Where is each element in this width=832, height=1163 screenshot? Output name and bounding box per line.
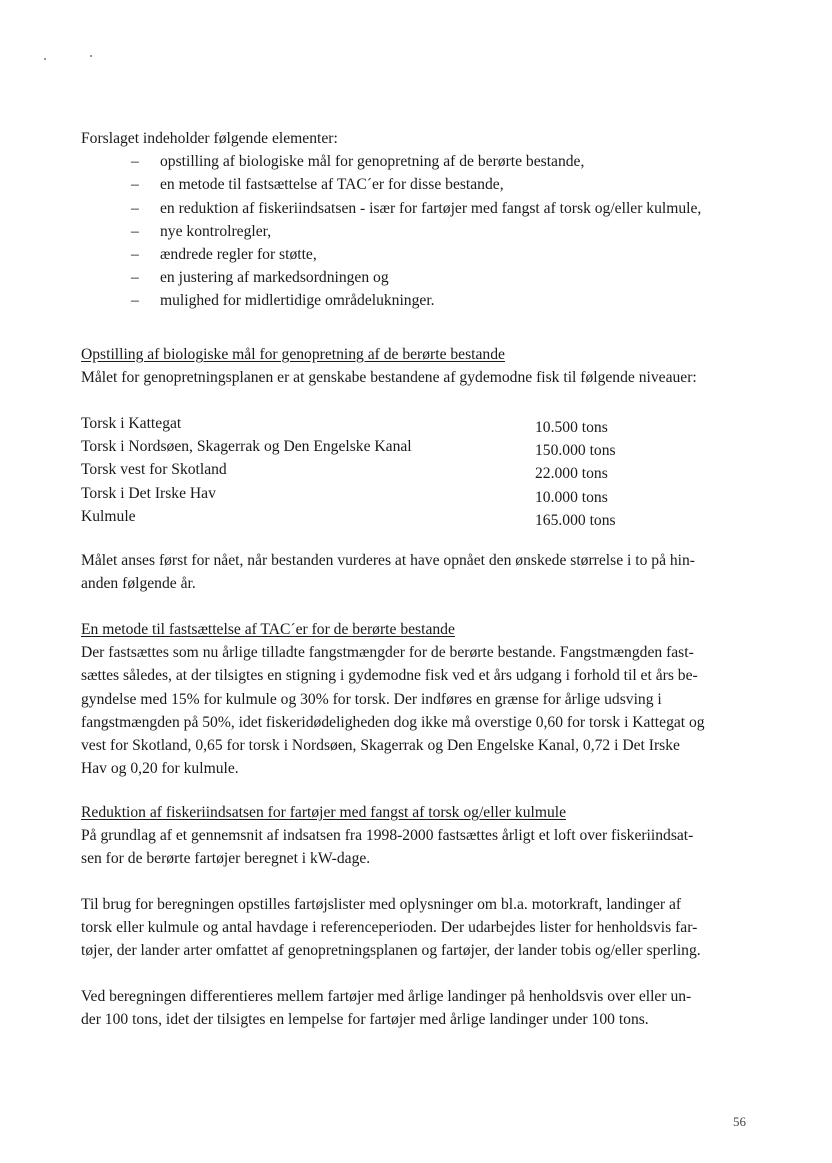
section-effort-reduction: Reduktion af fiskeriindsatsen for fartøjer med fangst af torsk og/eller kulmule På grundlag af et gennemsnit af indsatsen fra 1998-2000 fastsættes årligt et loft over fiskeriindsat- sen for de berørte fartøjer beregnet i kW-dage. xyxy=(81,801,751,871)
section-heading: Opstilling af biologiske mål for genopretning af de berørte bestande xyxy=(81,346,505,363)
list-item: – en justering af markedsordningen og xyxy=(81,266,751,289)
table-row: Kulmule 165.000 tons xyxy=(81,507,616,529)
section-heading: Reduktion af fiskeriindsatsen for fartøjer med fangst af torsk og/eller kulmule xyxy=(81,804,566,821)
scan-speck xyxy=(44,58,46,60)
list-item: – en metode til fastsættelse af TAC´er for disse bestande, xyxy=(81,173,751,196)
elements-list xyxy=(81,150,751,312)
table-row: Torsk i Kattegat 10.500 tons xyxy=(81,415,608,436)
section-biological-targets xyxy=(81,343,751,389)
section-tac-method: En metode til fastsættelse af TAC´er for de berørte bestande Der fastsættes som nu årlige tilladte fangstmængder for de berørte bestande. Fangstmængden fast- sættes således, at der tilsigtes en stigning i gydemodne fisk ved et års udgang i forhold til et års be- gyndelse med 15% for kulmule og 30% for torsk. Der indføres en grænse for årlige udsving i fangstmængden på 50%, idet fiskeridødeligheden dog ikke må overstige 0,60 for torsk i Kattegat og vest for Skotland, 0,65 for torsk i Nordsøen, Skagerrak og Den Engelske Kanal, 0,72 i Det Irske Hav og 0,20 for kulmule. xyxy=(81,618,751,780)
paragraph-target-reached: Målet anses først for nået, når bestanden vurderes at have opnået den ønskede størrelse i to på hin- anden følgende år. xyxy=(81,552,696,593)
dash-bullet: – xyxy=(131,153,139,171)
target-levels-table xyxy=(81,412,681,528)
paragraph-vessel-lists: Til brug for beregningen opstilles fartøjslister med oplysninger om bl.a. motorkraft, landinger af torsk eller kulmule og antal havdage i referenceperioden. Der udarbejdes lister for henholdsvis far- tøjer, der lander arter omfattet af genopretningsplanen og fartøjer, der lander tobis og/eller sperling. xyxy=(81,896,701,960)
table-row: Torsk i Nordsøen, Skagerrak og Den Engelske Kanal 150.000 tons xyxy=(81,438,616,460)
intro-text: Forslaget indeholder følgende elementer: xyxy=(81,130,338,147)
list-item: – en reduktion af fiskeriindsatsen - især for fartøjer med fangst af torsk og/eller kulmule, xyxy=(81,197,751,220)
intro-block xyxy=(81,127,751,313)
list-item: – mulighed for midlertidige områdelukninger. xyxy=(81,289,751,312)
table-row: Torsk vest for Skotland 22.000 tons xyxy=(81,461,608,483)
dash-bullet: – xyxy=(131,176,139,194)
dash-bullet: – xyxy=(131,269,139,287)
dash-bullet: – xyxy=(131,222,139,240)
table-row: Torsk i Det Irske Hav 10.000 tons xyxy=(81,484,608,506)
list-item: – nye kontrolregler, xyxy=(81,220,751,243)
page-number: 56 xyxy=(733,1114,746,1129)
list-item: – opstilling af biologiske mål for genopretning af de berørte bestande, xyxy=(81,150,751,173)
paragraph-differentiation: Ved beregningen differentieres mellem fartøjer med årlige landinger på henholdsvis over eller un- der 100 tons, idet der tilsigtes en lempelse for fartøjer med årlige landinger under 100 tons. xyxy=(81,988,692,1029)
list-item: – ændrede regler for støtte, xyxy=(81,243,751,266)
dash-bullet: – xyxy=(131,246,139,264)
dash-bullet: – xyxy=(131,292,139,310)
section-heading: En metode til fastsættelse af TAC´er for de berørte bestande xyxy=(81,621,455,638)
section-text: Målet for genopretningsplanen er at genskabe bestandene af gydemodne fisk til følgende niveauer: xyxy=(81,369,697,387)
scan-speck xyxy=(90,55,92,57)
dash-bullet: – xyxy=(131,199,139,217)
